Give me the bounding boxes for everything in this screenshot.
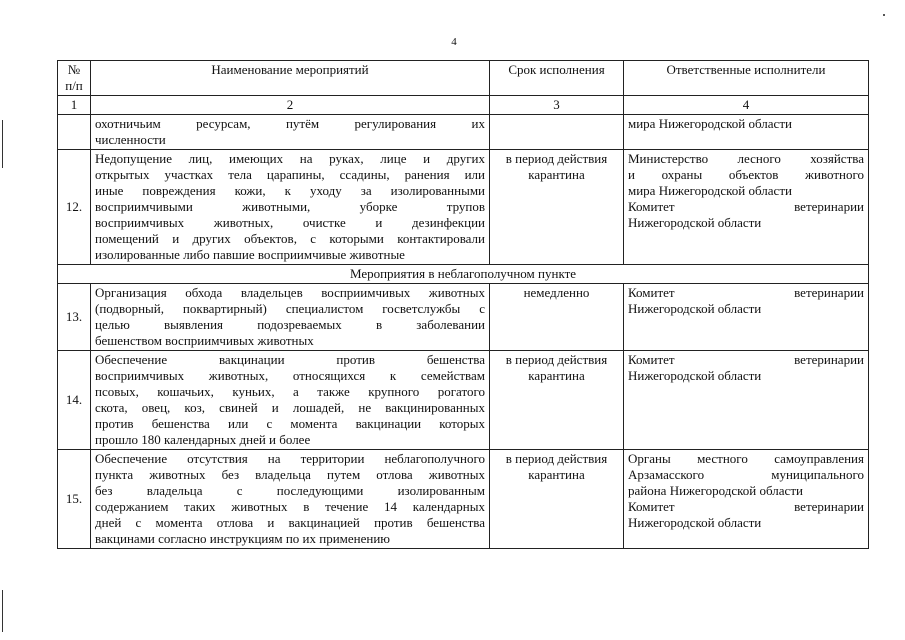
measure-name-line: охотничьим ресурсам, путём регулирования их bbox=[95, 116, 485, 131]
table-section bbox=[58, 265, 869, 284]
header-num-sublabel: п/п bbox=[65, 78, 83, 93]
responsible-line: Нижегородской области bbox=[628, 515, 762, 530]
measure-name bbox=[91, 351, 490, 450]
col-index-2: 2 bbox=[91, 96, 490, 115]
measure-name-line: восприимчивых животных, очистке и дезинфекции bbox=[95, 215, 485, 230]
scan-margin-mark bbox=[2, 120, 3, 168]
measure-name-line: помещений и других объектов, с которыми контактировали bbox=[95, 231, 485, 246]
table-row bbox=[58, 450, 869, 549]
table-row bbox=[58, 351, 869, 450]
col-index-3: 3 bbox=[490, 96, 624, 115]
responsible-executors bbox=[624, 450, 869, 549]
responsible-executors bbox=[624, 284, 869, 351]
measure-name-line: псовых, кошачьих, куньих, а также крупного рогатого bbox=[95, 384, 485, 399]
page-number: 4 bbox=[451, 36, 457, 48]
measure-name bbox=[91, 450, 490, 549]
responsible-line: Арзамасского муниципального bbox=[628, 467, 864, 482]
measure-name-line: изолированные либо павшие восприимчивые животные bbox=[95, 247, 405, 262]
measure-name-line: восприимчивыми животными, уборке трупов bbox=[95, 199, 485, 214]
section-title: Мероприятия в неблагополучном пункте bbox=[58, 265, 869, 284]
measure-name-line: содержанием таких животных в течение 14 календарных bbox=[95, 499, 485, 514]
responsible-line: Комитет ветеринарии bbox=[628, 199, 864, 214]
section-row bbox=[58, 265, 869, 284]
measure-name-line: Обеспечение вакцинации против бешенства bbox=[95, 352, 485, 367]
column-index-row bbox=[58, 96, 869, 115]
measure-name bbox=[91, 150, 490, 265]
measure-name-line: Обеспечение отсутствия на территории неблагополучного bbox=[95, 451, 485, 466]
responsible-line: Нижегородской области bbox=[628, 368, 762, 383]
execution-term: в период действия карантина bbox=[490, 150, 624, 265]
header-resp: Ответственные исполнители bbox=[624, 61, 869, 96]
measure-name-line: Недопущение лиц, имеющих на руках, лице и других bbox=[95, 151, 485, 166]
measure-name-line: прошло 180 календарных дней и более bbox=[95, 432, 311, 447]
measure-name-line: против бешенства или с момента вакцинации которых bbox=[95, 416, 485, 431]
responsible-line: мира Нижегородской области bbox=[628, 116, 792, 131]
table-body-before-section bbox=[58, 115, 869, 265]
measures-table bbox=[57, 60, 869, 549]
scan-margin-mark bbox=[2, 590, 3, 632]
scan-speck bbox=[883, 14, 885, 16]
row-number: 12. bbox=[58, 150, 91, 265]
execution-term: в период действия карантина bbox=[490, 450, 624, 549]
measure-name-line: без владельца с последующими изолированным bbox=[95, 483, 485, 498]
measure-name-line: вакцинами согласно инструкциям по их применению bbox=[95, 531, 391, 546]
row-number: 14. bbox=[58, 351, 91, 450]
measure-name-line: дней с момента отлова и вакцинацией против бешенства bbox=[95, 515, 485, 530]
row-number: 15. bbox=[58, 450, 91, 549]
execution-term: в период действия карантина bbox=[490, 351, 624, 450]
measure-name-line: скота, овец, коз, свиней и лошадей, не вакцинированных bbox=[95, 400, 485, 415]
table-row bbox=[58, 115, 869, 150]
responsible-line: Органы местного самоуправления bbox=[628, 451, 864, 466]
measure-name-line: иные повреждения кожи, к уходу за изолированными bbox=[95, 183, 485, 198]
responsible-line: Комитет ветеринарии bbox=[628, 285, 864, 300]
measure-name-line: восприимчивых животных, относящихся к семействам bbox=[95, 368, 485, 383]
row-number bbox=[58, 115, 91, 150]
responsible-line: Нижегородской области bbox=[628, 301, 762, 316]
col-index-1: 1 bbox=[58, 96, 91, 115]
header-num-label: № bbox=[67, 62, 81, 77]
measure-name-line: открытых участках тела царапины, ссадины, ранения или bbox=[95, 167, 485, 182]
header-num bbox=[58, 61, 91, 96]
measure-name-line: бешенством восприимчивых животных bbox=[95, 333, 314, 348]
responsible-line: и охраны объектов животного bbox=[628, 167, 864, 182]
measure-name-line: Организация обхода владельцев восприимчивых животных bbox=[95, 285, 485, 300]
responsible-line: района Нижегородской области bbox=[628, 483, 803, 498]
measure-name bbox=[91, 284, 490, 351]
responsible-executors bbox=[624, 150, 869, 265]
responsible-line: мира Нижегородской области bbox=[628, 183, 792, 198]
responsible-executors bbox=[624, 115, 869, 150]
table-body-after-section bbox=[58, 284, 869, 549]
col-index-4: 4 bbox=[624, 96, 869, 115]
measure-name-line: численности bbox=[95, 132, 166, 147]
execution-term bbox=[490, 115, 624, 150]
table-header-row bbox=[58, 61, 869, 96]
table-row bbox=[58, 150, 869, 265]
responsible-line: Комитет ветеринарии bbox=[628, 352, 864, 367]
responsible-line: Министерство лесного хозяйства bbox=[628, 151, 864, 166]
responsible-line: Комитет ветеринарии bbox=[628, 499, 864, 514]
row-number: 13. bbox=[58, 284, 91, 351]
measure-name-line: целью выявления подозреваемых в заболевании bbox=[95, 317, 485, 332]
measure-name-line: пункта животных без владельца путем отлова животных bbox=[95, 467, 485, 482]
header-name: Наименование мероприятий bbox=[91, 61, 490, 96]
execution-term: немедленно bbox=[490, 284, 624, 351]
measure-name-line: (подворный, поквартирный) специалистом госветслужбы с bbox=[95, 301, 485, 316]
header-term: Срок исполнения bbox=[490, 61, 624, 96]
responsible-executors bbox=[624, 351, 869, 450]
table-row bbox=[58, 284, 869, 351]
measure-name bbox=[91, 115, 490, 150]
responsible-line: Нижегородской области bbox=[628, 215, 762, 230]
